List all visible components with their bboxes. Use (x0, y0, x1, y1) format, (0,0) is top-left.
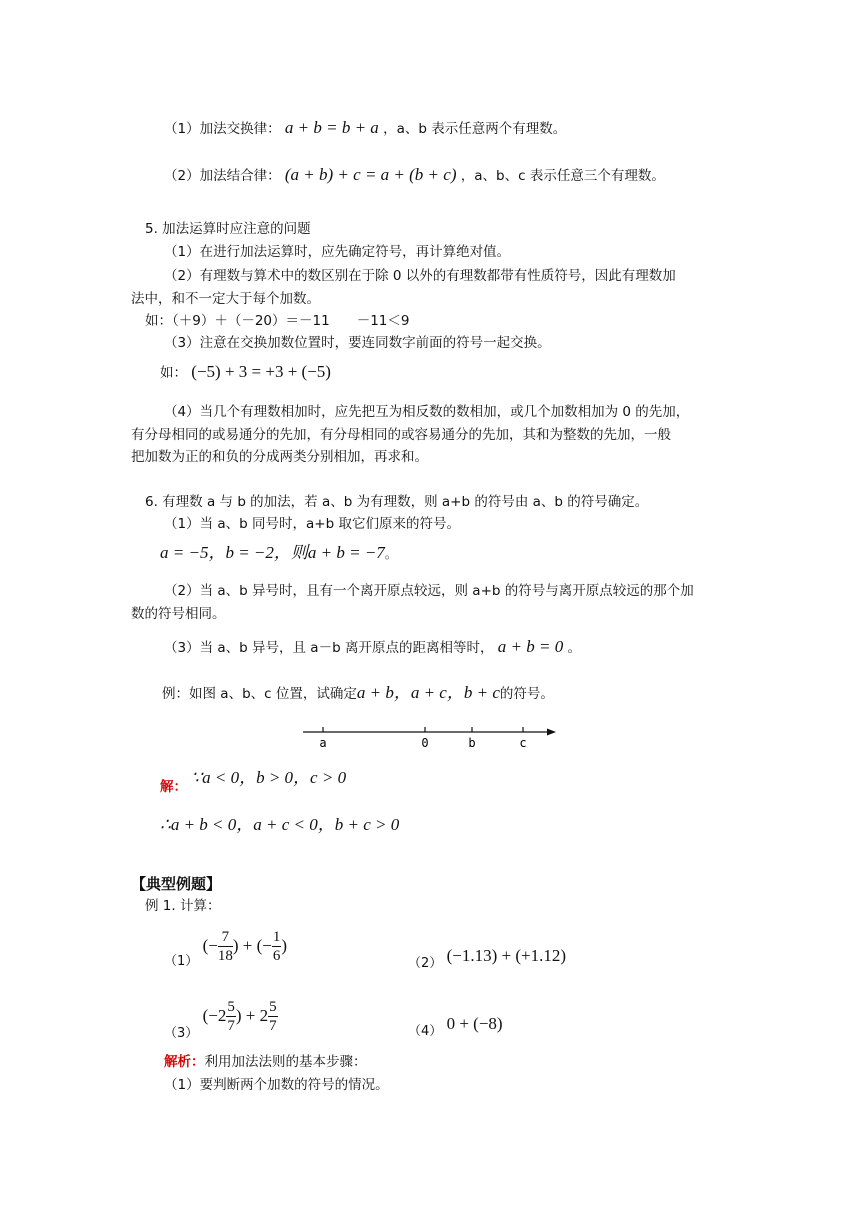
section5-p4a: （4）当几个有理数相加时，应先把互为相反数的数相加，或几个加数相加为 0 的先加， (164, 404, 690, 420)
q1-fraction1 (218, 930, 233, 964)
question3-label: （3） (164, 1025, 199, 1041)
q3-mid: ) + 2 (235, 1005, 269, 1025)
section5-p2b: 法中，和不一定大于每个加数。 (131, 291, 320, 307)
section6-example-prefix: 例：如图 a、b、c 位置，试确定 (162, 686, 357, 702)
associative-law-note: ，a、b、c 表示任意三个有理数。 (460, 168, 665, 184)
section6-example1-formula: a = −5，b = −2，则a + b = −7 (160, 543, 385, 562)
section6-p3-end: 。 (567, 640, 581, 656)
q3-num2: 5 (269, 999, 277, 1015)
section6-title: 6. 有理数 a 与 b 的加法，若 a、b 为有理数，则 a+b 的符号由 a、b 的符号确定。 (145, 494, 649, 510)
commutative-law-note: ，a、b 表示任意两个有理数。 (383, 121, 567, 137)
tick-label-0: 0 (421, 736, 429, 750)
section6-p3-line (164, 637, 581, 658)
tick-label-c: c (519, 736, 527, 750)
section6-example-line (162, 683, 554, 704)
tick-label-b: b (468, 736, 476, 750)
typical-heading: 【典型例题】 (131, 875, 222, 893)
question4-formula: 0 + (−8) (446, 1014, 503, 1033)
analysis-step1: （1）要判断两个加数的符号的情况。 (164, 1077, 389, 1093)
solution-formula2: ∴a + b < 0，a + c < 0，b + c > 0 (160, 815, 400, 834)
section5-example2-formula: (−5) + 3 = +3 + (−5) (191, 362, 331, 381)
question1-formula (202, 929, 287, 964)
section5-p4c: 把加数为正的和负的分成两类分别相加，再求和。 (131, 449, 428, 465)
q1-fraction2 (272, 930, 282, 964)
solution-formula1: ∵a < 0，b > 0，c > 0 (191, 768, 347, 787)
commutative-law-line (164, 118, 566, 139)
solution-line1 (160, 768, 347, 795)
section6-example-formula: a + b，a + c，b + c (356, 683, 500, 702)
section5-example1: 如：（＋9）＋（－20）＝－11 －11＜9 (145, 313, 410, 329)
q3-num1: 5 (227, 999, 235, 1015)
section6-p3: （3）当 a、b 异号，且 a－b 离开原点的距离相等时， (164, 640, 494, 656)
section5-p2a: （2）有理数与算术中的数区别在于除 0 以外的有理数都带有性质符号，因此有理数加 (164, 268, 676, 284)
section5-p1: （1）在进行加法运算时，应先确定符号，再计算绝对值。 (164, 244, 511, 260)
section6-p2b: 数的符号相同。 (131, 606, 226, 622)
q1-num2: 1 (272, 929, 281, 945)
section6-p1: （1）当 a、b 同号时，a+b 取它们原来的符号。 (164, 516, 460, 532)
q3-fraction1 (226, 1000, 236, 1034)
solution-line2 (160, 815, 399, 836)
q1-den1: 18 (217, 948, 233, 964)
number-line-arrow (547, 729, 556, 736)
question2-formula: (−1.13) + (+1.12) (446, 946, 566, 965)
tick-label-a: a (319, 736, 327, 750)
section6-p3-formula: a + b = 0 (497, 637, 564, 656)
commutative-law-label: （1）加法交换律： (164, 121, 281, 137)
section5-p4b: 有分母相同的或易通分的先加，有分母相同的或容易通分的先加，其和为整数的先加，一般 (131, 427, 671, 443)
section5-example2 (160, 362, 331, 383)
q1-post: ) (281, 935, 287, 955)
q1-mid: ) + (− (232, 935, 272, 955)
section6-example1 (160, 543, 397, 564)
q1-num1: 7 (218, 930, 233, 947)
example1-label: 例 1. 计算： (145, 898, 221, 914)
number-line-figure (298, 720, 563, 754)
question2 (408, 946, 566, 971)
section6-example-suffix: 的符号。 (499, 686, 554, 702)
question3-formula (202, 999, 278, 1034)
question3 (164, 999, 278, 1041)
associative-law-formula: (a + b) + c = a + (b + c) (284, 165, 457, 184)
q3-den2: 7 (269, 1018, 277, 1034)
q3-pre: (−2 (202, 1005, 227, 1025)
commutative-law-formula: a + b = b + a (284, 118, 379, 137)
section5-title: 5. 加法运算时应注意的问题 (145, 221, 311, 237)
question1-label: （1） (164, 953, 199, 969)
solution-label: 解： (160, 779, 187, 795)
question4 (408, 1014, 503, 1039)
q1-den2: 6 (272, 948, 281, 964)
analysis-text: 利用加法法则的基本步骤： (204, 1054, 367, 1070)
section6-p2a: （2）当 a、b 异号时，且有一个离开原点较远，则 a+b 的符号与离开原点较远的那个加 (164, 583, 694, 599)
q3-fraction2 (268, 1000, 278, 1034)
analysis-label: 解析： (164, 1054, 205, 1070)
associative-law-label: （2）加法结合律： (164, 168, 281, 184)
associative-law-line (164, 165, 665, 186)
section5-p3: （3）注意在交换加数位置时，要连同数字前面的符号一起交换。 (164, 335, 551, 351)
question4-label: （4） (408, 1024, 443, 1039)
q1-pre: (− (202, 935, 218, 955)
section5-example2-prefix: 如： (160, 365, 187, 381)
section6-example1-end: 。 (384, 547, 397, 561)
analysis-line (164, 1052, 367, 1072)
question1 (164, 929, 287, 969)
question2-label: （2） (408, 956, 443, 971)
q3-den1: 7 (227, 1018, 235, 1034)
